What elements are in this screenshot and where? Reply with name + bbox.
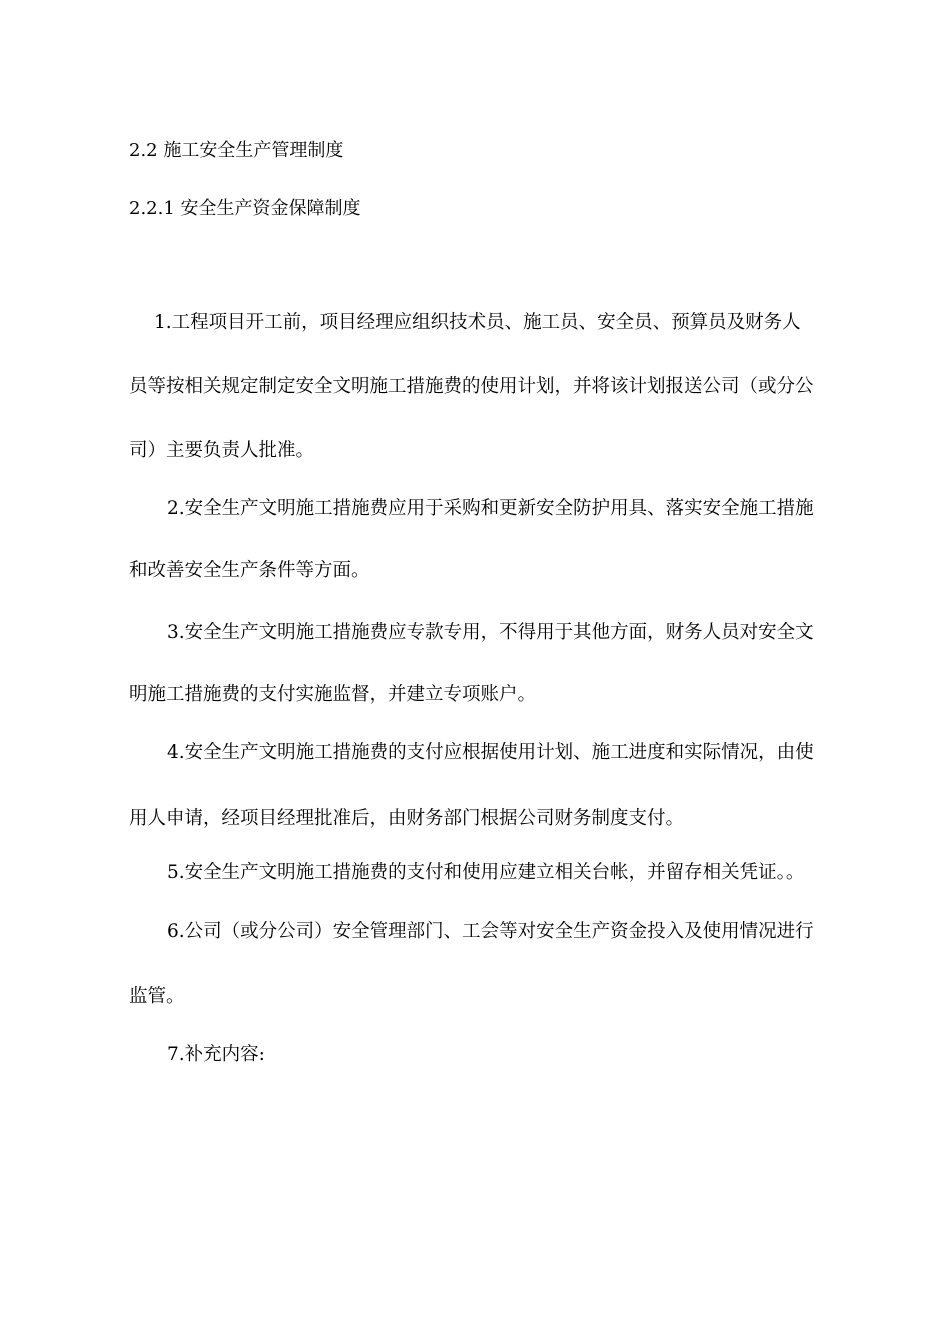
paragraph-line: 员等按相关规定制定安全文明施工措施费的使用计划，并将该计划报送公司（或分公 — [129, 376, 814, 397]
paragraph-line: 用人申请，经项目经理批准后，由财务部门根据公司财务制度支付。 — [129, 808, 685, 829]
paragraph-line: 监管。 — [129, 986, 185, 1007]
paragraph-line: 明施工措施费的支付实施监督，并建立专项账户。 — [129, 684, 537, 705]
subsection-heading: 2.2.1 安全生产资金保障制度 — [129, 198, 361, 219]
paragraph-line: 司）主要负责人批准。 — [129, 440, 315, 461]
paragraph-line: 6.公司（或分公司）安全管理部门、工会等对安全生产资金投入及使用情况进行 — [167, 921, 814, 942]
paragraph-line: 1.工程项目开工前，项目经理应组织技术员、施工员、安全员、预算员及财务人 — [154, 312, 801, 333]
paragraph-line: 3.安全生产文明施工措施费应专款专用，不得用于其他方面，财务人员对安全文 — [167, 622, 814, 643]
paragraph-line: 7.补充内容: — [167, 1044, 265, 1065]
paragraph-line: 2.安全生产文明施工措施费应用于采购和更新安全防护用具、落实安全施工措施 — [167, 498, 814, 519]
section-heading: 2.2 施工安全生产管理制度 — [129, 140, 344, 161]
paragraph-line: 4.安全生产文明施工措施费的支付应根据使用计划、施工进度和实际情况，由使 — [167, 742, 814, 763]
paragraph-line: 5.安全生产文明施工措施费的支付和使用应建立相关台帐，并留存相关凭证。。 — [167, 862, 805, 883]
paragraph-line: 和改善安全生产条件等方面。 — [129, 560, 370, 581]
